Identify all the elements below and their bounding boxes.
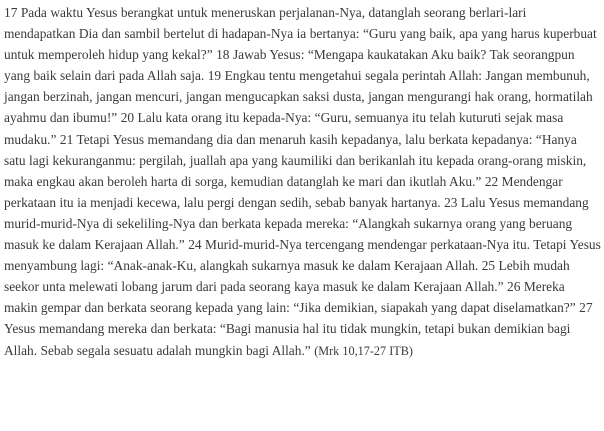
verse-text: Tetapi Yesus memandang dia dan menaruh kasih kepadanya, lalu berkata kepadanya: “Hanya satu lagi kekuranganmu: pergilah, juallah apa yang kaumiliki dan berikanlah itu kepada orang-orang miskin, maka engkau akan beroleh harta di sorga, kemudian datanglah ke mari dan ikutlah Aku.” (4, 131, 587, 189)
verse-number: 23 (444, 194, 458, 210)
verse-number: 17 (4, 5, 18, 20)
verse-text: Mereka makin gempar dan berkata seorang kepada yang lain: “Jika demikian, siapakah yang dapat diselamatkan?” (4, 279, 576, 316)
verse-number: 27 (579, 300, 593, 316)
verse-number: 26 (507, 279, 521, 295)
verse-text: Lalu kata orang itu kepada-Nya: “Guru, semuanya itu telah kuturuti sejak masa mudaku.” (4, 110, 564, 147)
scripture-passage (4, 2, 601, 362)
scripture-citation: (Mrk 10,17-27 ITB) (314, 343, 413, 358)
verse-text: Engkau tentu mengetahui segala perintah Allah: Jangan membunuh, jangan berzinah, jangan mencuri, jangan mengucapkan saksi dusta, jangan mengurangi hak orang, hormatilah ayahmu dan ibumu!” (4, 68, 593, 126)
verse-number: 24 (188, 237, 202, 253)
verse-text: Pada waktu Yesus berangkat untuk meneruskan perjalanan-Nya, datanglah seorang berlari-lari mendapatkan Dia dan sambil bertelut di hadapan-Nya ia bertanya: “Guru yang baik, apa yang harus kuperbuat untuk memperoleh hidup yang kekal?” (4, 5, 597, 63)
verse-text: Yesus memandang mereka dan berkata: “Bagi manusia hal itu tidak mungkin, tetapi bukan demikian bagi Allah. Sebab segala sesuatu adalah mungkin bagi Allah.” (4, 321, 571, 358)
verse-number: 21 (59, 131, 74, 147)
verse-text: Jawab Yesus: “Mengapa kaukatakan Aku baik? Tak seorangpun yang baik selain dari pada Allah saja. (4, 47, 575, 84)
verse-text: Lebih mudah seekor unta melewati lobang jarum dari pada seorang kaya masuk ke dalam Kerajaan Allah.” (4, 258, 570, 295)
verse-number: 22 (484, 173, 499, 189)
verse-number: 20 (120, 110, 135, 126)
verse-number: 18 (216, 47, 230, 63)
verse-number: 19 (207, 68, 222, 84)
verse-text: Mendengar perkataan itu ia menjadi kecewa, lalu pergi dengan sedih, sebab banyak hartanya. (4, 173, 563, 210)
verse-text: Murid-murid-Nya tercengang mendengar perkataan-Nya itu. Tetapi Yesus menyambung lagi: “Anak-anak-Ku, alangkah sukarnya masuk ke dalam Kerajaan Allah. (4, 237, 601, 274)
verse-number: 25 (481, 258, 496, 274)
verse-text: Lalu Yesus memandang murid-murid-Nya di sekeliling-Nya dan berkata kepada mereka: “Alangkah sukarnya orang yang beruang masuk ke dalam Kerajaan Allah.” (4, 194, 589, 253)
